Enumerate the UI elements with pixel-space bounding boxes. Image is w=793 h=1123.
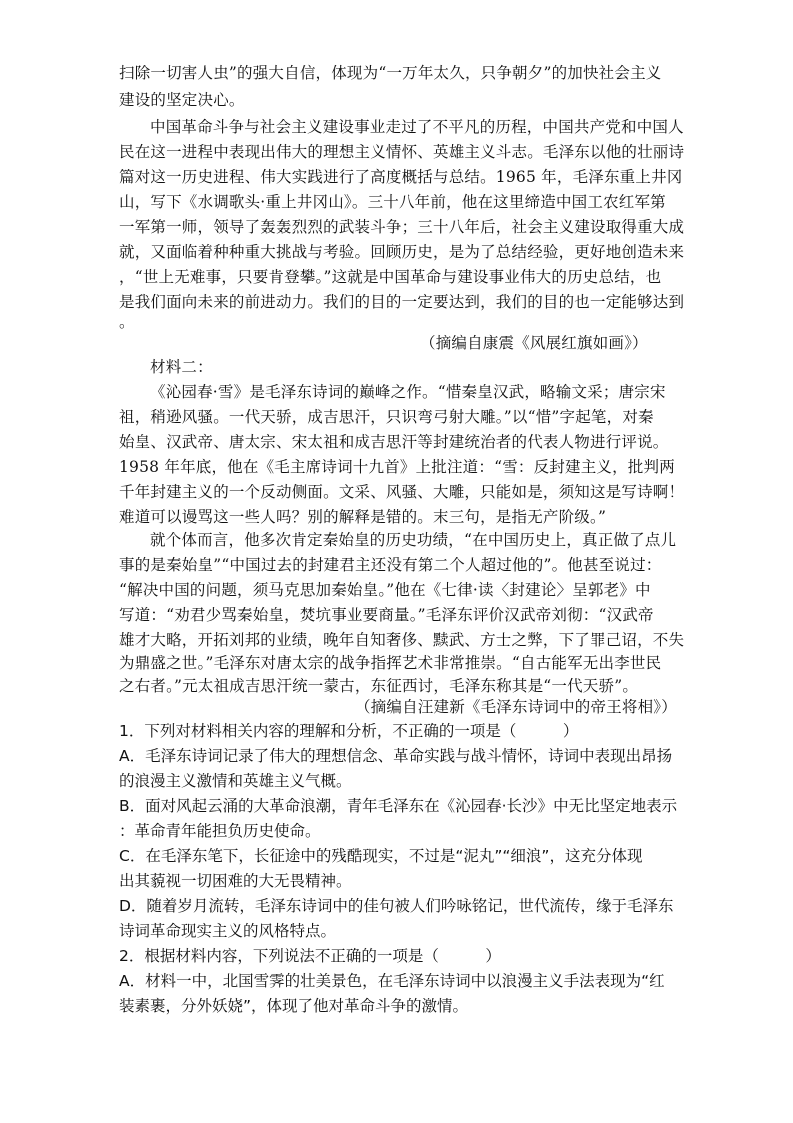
answer-option-line: C．在毛泽东笔下，长征途中的残酷现实，不过是“泥丸”“细浪”，这充分体现 xyxy=(119,847,643,865)
paragraph-line: 雄才大略，开拓刘邦的业绩，晚年自知奢侈、黩武、方士之弊，下了罪己诏，不失 xyxy=(119,631,685,649)
paragraph-line: 篇对这一历史进程、伟大实践进行了高度概括与总结。1965 年，毛泽东重上井冈 xyxy=(119,168,683,186)
paragraph-line: 是我们面向未来的前进动力。我们的目的一定要达到，我们的目的也一定能够达到 xyxy=(119,293,685,311)
answer-option-line: 诗词革命现实主义的风格特点。 xyxy=(119,922,337,940)
paragraph-line: 《沁园春·雪》是毛泽东诗词的巅峰之作。“惜秦皇汉武，略输文采；唐宗宋 xyxy=(150,383,666,401)
paragraph-line: 扫除一切害人虫”的强大自信，体现为“一万年太久，只争朝夕”的加快社会主义 xyxy=(119,64,662,82)
paragraph-line: “解决中国的问题，须马克思加秦始皇。”他在《七律·读〈封建论〉呈郭老》中 xyxy=(119,581,651,599)
question-stem: 2．根据材料内容，下列说法不正确的一项是（ ） xyxy=(119,947,501,965)
paragraph-line: 。 xyxy=(119,313,135,331)
answer-option-line: 出其藐视一切困难的大无畏精神。 xyxy=(119,872,352,890)
paragraph-line: 民在这一进程中表现出伟大的理想主义情怀、英雄主义斗志。毛泽东以他的壮丽诗 xyxy=(119,143,685,161)
paragraph-line: 事的是秦始皇”“中国过去的封建君主还没有第二个人超过他的”。他甚至说过： xyxy=(119,556,662,574)
paragraph-line: 1958 年年底，他在《毛主席诗词十九首》上批注道：“雪：反封建主义，批判两 xyxy=(119,458,675,476)
paragraph-line: 就，又面临着种种重大挑战与考验。回顾历史，是为了总结经验，更好地创造未来 xyxy=(119,243,685,261)
source-citation: （摘编自康震《风展红旗如画》） xyxy=(420,334,648,352)
paragraph-line: 始皇、汉武帝、唐太宗、宋太祖和成吉思汗等封建统治者的代表人物进行评说。 xyxy=(119,433,669,451)
material-heading: 材料二： xyxy=(150,358,213,376)
answer-option-line: ：革命青年能担负历史使命。 xyxy=(119,822,321,840)
paragraph-line: 祖，稍逊风骚。一代天骄，成吉思汗，只识弯弓射大雕。”以“惜”字起笔，对秦 xyxy=(119,408,654,426)
paragraph-line: 一军第一师，领导了轰轰烈烈的武装斗争；三十八年后，社会主义建设取得重大成 xyxy=(119,218,685,236)
question-stem: 1．下列对材料相关内容的理解和分析，不正确的一项是（ ） xyxy=(119,722,579,740)
answer-option-line: B．面对风起云涌的大革命浪潮，青年毛泽东在《沁园春·长沙》中无比坚定地表示 xyxy=(119,797,678,815)
paragraph-line: 难道可以谩骂这一些人吗？别的解释是错的。末三句，是指无产阶级。” xyxy=(119,508,607,526)
answer-option-line: 装素裹，分外妖娆”，体现了他对革命斗争的激情。 xyxy=(119,997,469,1015)
answer-option-line: 的浪漫主义激情和英雄主义气概。 xyxy=(119,772,352,790)
answer-option-line: D．随着岁月流转，毛泽东诗词中的佳句被人们吟咏铭记，世代流传，缘于毛泽东 xyxy=(119,897,674,915)
paragraph-line: 就个体而言，他多次肯定秦始皇的历史功绩，“在中国历史上，真正做了点儿 xyxy=(150,531,677,549)
paragraph-line: 千年封建主义的一个反动侧面。文采、风骚、大雕，只能如是，须知这是写诗啊！ xyxy=(119,483,685,501)
answer-option-line: A．材料一中，北国雪霁的壮美景色，在毛泽东诗词中以浪漫主义手法表现为“红 xyxy=(119,972,665,990)
answer-option-line: A．毛泽东诗词记录了伟大的理想信念、革命实践与战斗情怀，诗词中表现出昂扬 xyxy=(119,747,673,765)
source-citation: （摘编自汪建新《毛泽东诗词中的帝王将相》） xyxy=(355,698,677,716)
paragraph-line: 山，写下《水调歌头·重上井冈山》。三十八年前，他在这里缔造中国工农红军第 xyxy=(119,193,666,211)
paragraph-line: ，“世上无难事，只要肯登攀。”这就是中国革命与建设事业伟大的历史总结，也 xyxy=(119,268,662,286)
paragraph-line: 中国革命斗争与社会主义建设事业走过了不平凡的历程，中国共产党和中国人 xyxy=(150,118,684,136)
paragraph-line: 建设的坚定决心。 xyxy=(119,91,245,109)
paragraph-line: 之右者。”元太祖成吉思汗统一蒙古，东征西讨，毛泽东称其是“一代天骄”。 xyxy=(119,677,639,695)
paragraph-line: 写道：“劝君少骂秦始皇，焚坑事业要商量。”毛泽东评价汉武帝刘彻：“汉武帝 xyxy=(119,606,654,624)
paragraph-line: 为鼎盛之世。”毛泽东对唐太宗的战争指挥艺术非常推崇。“自古能军无出李世民 xyxy=(119,654,662,672)
